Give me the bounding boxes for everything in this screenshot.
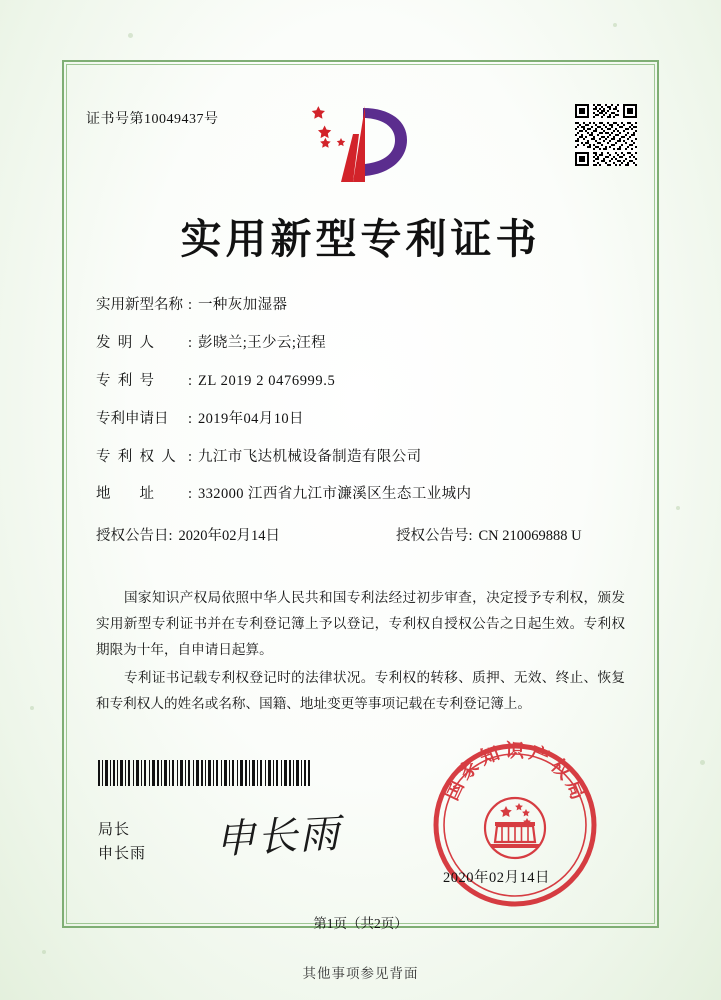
field-label: 专利申请日 xyxy=(96,410,169,427)
barcode xyxy=(98,760,310,786)
field-colon: : xyxy=(188,297,193,313)
field-value: ZL 2019 2 0476999.5 xyxy=(198,372,336,389)
field-row xyxy=(96,297,625,314)
field-value: 一种灰加湿器 xyxy=(198,297,288,313)
page-title: 实用新型专利证书 xyxy=(180,215,541,263)
legal-paragraph-1: 国家知识产权局依照中华人民共和国专利法经过初步审查，决定授予专利权，颁发实用新型专利证书并在专利登记簿上予以登记，专利权自授权公告之日起生效。专利权期限为十年，自申请日起算。 xyxy=(96,590,625,657)
field-label: 专 利 权 人 xyxy=(96,448,176,465)
cnipa-emblem-icon xyxy=(303,104,423,184)
field-colon: : xyxy=(188,448,193,465)
speckle xyxy=(42,950,46,954)
field-colon: : xyxy=(188,372,193,389)
announce-no-value: CN 210069888 U xyxy=(478,528,582,545)
field-label: 专 利 号 xyxy=(96,372,154,389)
field-label: 实用新型名称 xyxy=(96,297,183,313)
qr-code xyxy=(575,104,637,166)
fields-block xyxy=(96,297,625,551)
field-row xyxy=(96,335,625,352)
grant-date-value: 2020年02月14日 xyxy=(178,528,280,545)
field-row xyxy=(96,486,625,503)
speckle xyxy=(613,23,617,27)
director-signature: 申长雨 xyxy=(214,810,343,864)
director-name: 申长雨 xyxy=(98,846,147,862)
grant-info-row xyxy=(96,524,625,545)
svg-text:国家知识产权局: 国家知识产权局 xyxy=(440,740,591,807)
announce-no-label: 授权公告号 xyxy=(396,528,469,545)
director-label: 局长 xyxy=(98,822,131,838)
field-value: 彭晓兰;王少云;汪程 xyxy=(198,334,327,351)
legal-paragraph-2: 专利证书记载专利权登记时的法律状况。专利权的转移、质押、无效、终止、恢复和专利权人的姓名或名称、国籍、地址变更等事项记载在专利登记簿上。 xyxy=(96,670,625,711)
grant-date-group xyxy=(96,524,396,545)
speckle xyxy=(676,506,680,510)
field-colon: : xyxy=(168,528,173,545)
field-colon: : xyxy=(188,410,193,427)
field-colon: : xyxy=(188,334,193,351)
director-block xyxy=(98,818,146,866)
field-row xyxy=(96,449,625,466)
field-colon: : xyxy=(468,528,473,545)
grant-date-label: 授权公告日 xyxy=(96,528,169,545)
field-value: 332000 江西省九江市濂溪区生态工业城内 xyxy=(198,486,472,503)
footnote: 其他事项参见背面 xyxy=(302,966,419,981)
page-number: 第1页（共2页） xyxy=(313,916,408,931)
field-colon: : xyxy=(188,486,193,503)
seal-date: 2020年02月14日 xyxy=(443,870,550,886)
field-row xyxy=(96,411,625,428)
speckle xyxy=(128,33,133,38)
field-value: 九江市飞达机械设备制造有限公司 xyxy=(198,448,422,465)
field-value: 2019年04月10日 xyxy=(198,410,304,427)
speckle xyxy=(700,760,705,765)
field-label: 地 址 xyxy=(96,486,154,503)
announce-no-group xyxy=(396,524,582,545)
field-label: 发 明 人 xyxy=(96,334,154,351)
legal-text-block xyxy=(96,585,625,719)
speckle xyxy=(30,706,34,710)
certificate-number: 证书号第10049437号 xyxy=(86,112,219,127)
field-row xyxy=(96,373,625,390)
